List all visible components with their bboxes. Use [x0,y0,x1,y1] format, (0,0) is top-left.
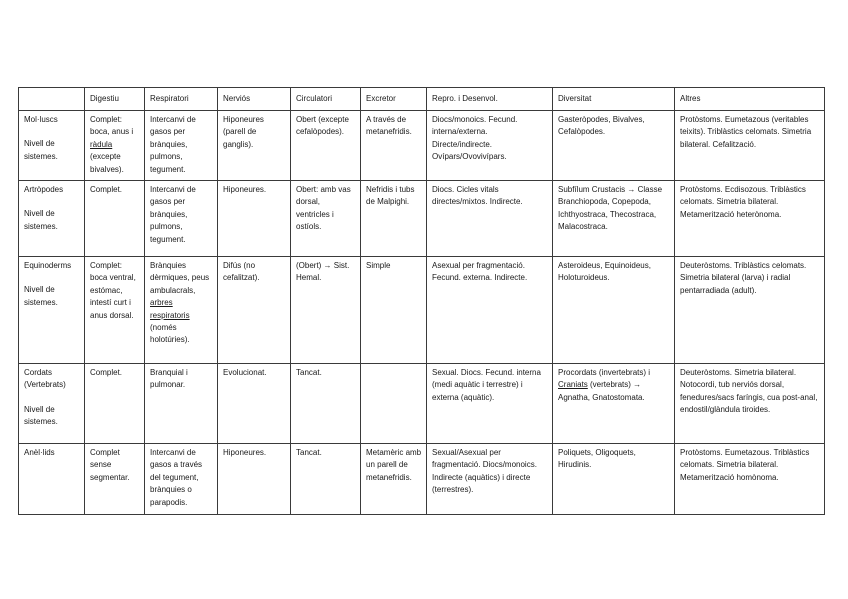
table-row-cordats [19,364,825,444]
cell-nervios: Hiponeures. [218,181,291,257]
header-excretor: Excretor [361,88,427,111]
group-name: Anèl·lids [24,448,55,458]
header-altres: Altres [675,88,825,111]
cell-respiratori: Intercanvi de gasos a través del tegument, brànquies o parapodis. [145,444,218,515]
cell-nervios: Hiponeures (parell de ganglis). [218,111,291,181]
cell-excretor: Nefridis i tubs de Malpighi. [361,181,427,257]
cell-circulatori: Tancat. [291,444,361,515]
cell-digestiu: Complet: boca ventral, estómac, intestí curt i anus dorsal. [85,257,145,364]
cell-repro: Diocs/monoics. Fecund. interna/externa. Directe/indirecte. Ovípars/Ovovivípars. [427,111,553,181]
group-level: Nivell de sistemes. [24,139,58,161]
digestiu-underlined-term: ràdula [90,139,113,149]
group-cell [19,444,85,515]
table-row-artropodes [19,181,825,257]
header-nervios: Nerviós [218,88,291,111]
cell-circulatori: Tancat. [291,364,361,444]
digestiu-text-end: (excepte bivalves). [90,152,124,174]
cell-altres: Protòstoms. Ecdisozous. Triblàstics celomats. Simetria bilateral. Metamerització heterònoma. [675,181,825,257]
cell-excretor: A través de metanefridis. [361,111,427,181]
respiratori-text-end: (només holotúries). [150,323,190,345]
diversitat-underlined-term: Craniats [558,380,588,390]
cell-nervios: Evolucionat. [218,364,291,444]
cell-excretor [361,364,427,444]
cell-circulatori: Obert (excepte cefalòpodes). [291,111,361,181]
group-name: Cordats (Vertebrats) [24,368,66,390]
cell-altres: Protòstoms. Eumetazous. Triblàstics celomats. Simetria bilateral. Metamerització homònoma. [675,444,825,515]
cell-altres: Deuteròstoms. Simetria bilateral. Notocordi, tub nerviós dorsal, fenedures/sacs faríngis, cua post-anal, endostil/glàndula tiroides. [675,364,825,444]
group-cell [19,181,85,257]
cell-respiratori [145,257,218,364]
cell-diversitat [553,364,675,444]
group-name: Mol·luscs [24,115,58,124]
diversitat-text: Procordats (invertebrats) i [558,368,651,378]
cell-digestiu: Complet. [85,181,145,257]
header-row [19,88,825,111]
cell-diversitat: Subfílum Crustacis → Classe Branchiopoda, Copepoda, Ichthyostraca, Thecostraca, Malacostraca. [553,181,675,257]
group-level: Nivell de sistemes. [24,285,58,307]
cell-diversitat: Asteroideus, Equinoideus, Holoturoideus. [553,257,675,364]
respiratori-underlined-term: arbres respiratoris [150,298,190,320]
cell-digestiu: Complet sense segmentar. [85,444,145,515]
group-cell [19,111,85,181]
group-level: Nivell de sistemes. [24,404,58,427]
cell-circulatori: (Obert) → Sist. Hemal. [291,257,361,364]
cell-altres: Deuteròstoms. Triblàstics celomats. Simetria bilateral (larva) i radial pentarradiada (adult). [675,257,825,364]
group-cell [19,364,85,444]
cell-circulatori: Obert: amb vas dorsal, ventricles i ostíols. [291,181,361,257]
header-circulatori: Circulatori [291,88,361,111]
cell-repro: Sexual. Diocs. Fecund. interna (medi aquàtic i terrestre) i externa (aquàtic). [427,364,553,444]
cell-respiratori: Branquial i pulmonar. [145,364,218,444]
diversitat-text-end: (vertebrats) → Agnatha, Gnatostomata. [558,380,645,402]
group-name: Equinoderms [24,261,72,271]
cell-digestiu [85,111,145,181]
table-row-molluscs [19,111,825,181]
header-diversitat: Diversitat [553,88,675,111]
header-digestiu: Digestiu [85,88,145,111]
cell-repro: Sexual/Asexual per fragmentació. Diocs/monoics. Indirecte (aquàtics) i directe (terrestres). [427,444,553,515]
group-name: Artròpodes [24,185,64,195]
cell-respiratori: Intercanvi de gasos per brànquies, pulmons, tegument. [145,111,218,181]
cell-diversitat: Gasteròpodes, Bivalves, Cefalòpodes. [553,111,675,181]
respiratori-text: Brànquies dèrmiques, peus ambulacrals, [150,261,210,295]
cell-repro: Asexual per fragmentació. Fecund. externa. Indirecte. [427,257,553,364]
header-respiratori: Respiratori [145,88,218,111]
cell-nervios: Hiponeures. [218,444,291,515]
phyla-comparison-table [18,87,825,515]
header-repro: Repro. i Desenvol. [427,88,553,111]
cell-nervios: Difús (no cefalitzat). [218,257,291,364]
cell-digestiu: Complet. [85,364,145,444]
group-cell [19,257,85,364]
group-level: Nivell de sistemes. [24,209,58,231]
cell-repro: Diocs. Cicles vitals directes/mixtos. Indirecte. [427,181,553,257]
table-row-anellids [19,444,825,515]
header-empty [19,88,85,111]
cell-respiratori: Intercanvi de gasos per brànquies, pulmons, tegument. [145,181,218,257]
cell-diversitat: Poliquets, Oligoquets, Hirudinis. [553,444,675,515]
cell-altres: Protòstoms. Eumetazous (veritables teixits). Triblàstics celomats. Simetria bilateral. Cefalització. [675,111,825,181]
table-row-equinoderms [19,257,825,364]
cell-excretor: Simple [361,257,427,364]
cell-excretor: Metamèric amb un parell de metanefridis. [361,444,427,515]
digestiu-text: Complet: boca, anus i [90,115,134,137]
